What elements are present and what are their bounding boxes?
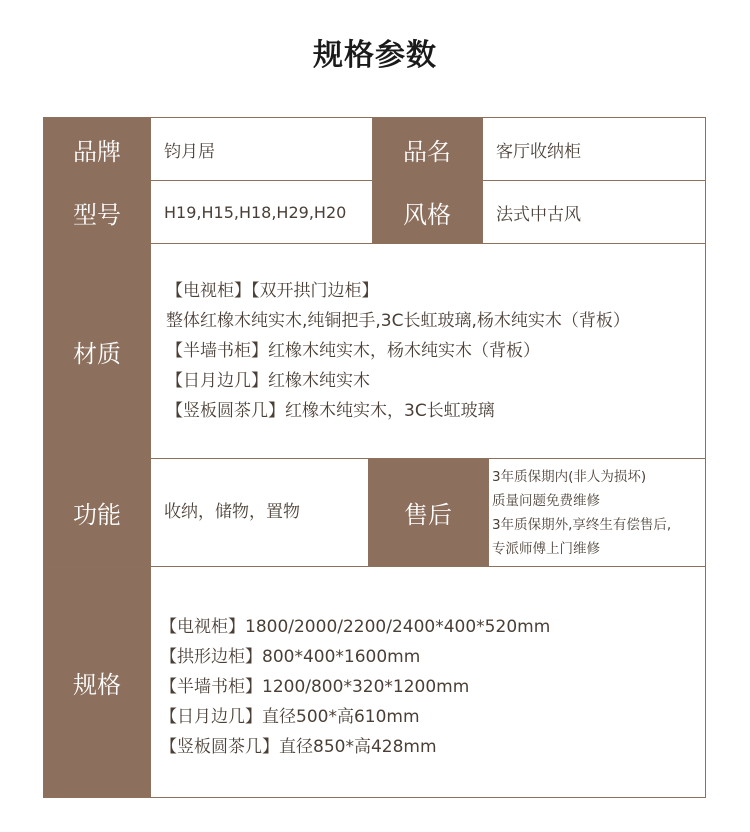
after-sales-label: 售后 — [368, 459, 488, 566]
page-title: 规格参数 — [313, 38, 437, 73]
model-label: 型号 — [44, 181, 150, 243]
style-label: 风格 — [372, 181, 482, 243]
column-divider — [488, 458, 489, 566]
column-divider — [372, 118, 373, 243]
style-value: 法式中古风 — [496, 204, 581, 225]
row-divider — [44, 458, 705, 459]
function-label: 功能 — [44, 459, 150, 566]
product-name-label: 品名 — [372, 118, 482, 180]
spec-line: 【竖板圆茶几】直径850*高428mm — [160, 737, 437, 757]
after-sales-line: 3年质保期内(非人为损坏) — [492, 469, 647, 485]
material-label: 材质 — [44, 244, 150, 458]
row-divider — [44, 180, 705, 181]
model-value: H19,H15,H18,H29,H20 — [164, 202, 347, 222]
material-line: 【电视柜】【双开拱门边柜】 — [166, 281, 379, 301]
row-divider — [44, 243, 705, 244]
material-value — [150, 244, 705, 458]
product-name-value: 客厅收纳柜 — [496, 141, 581, 162]
after-sales-line: 质量问题免费维修 — [492, 493, 600, 509]
column-divider — [150, 118, 151, 797]
column-divider — [482, 118, 483, 243]
after-sales-line: 3年质保期外,享终生有偿售后, — [492, 517, 672, 533]
material-line: 【日月边几】红橡木纯实木 — [166, 371, 370, 391]
spec-line: 【半墙书柜】1200/800*320*1200mm — [160, 677, 470, 697]
after-sales-value — [488, 459, 705, 566]
spec-line: 【拱形边柜】800*400*1600mm — [160, 647, 421, 667]
after-sales-line: 专派师傅上门维修 — [492, 541, 600, 557]
spec-line: 【电视柜】1800/2000/2200/2400*400*520mm — [160, 617, 551, 637]
brand-value: 钧月居 — [164, 141, 215, 162]
material-line: 【半墙书柜】红橡木纯实木，杨木纯实木（背板） — [166, 341, 540, 361]
function-value: 收纳，储物，置物 — [164, 502, 300, 522]
spec-line: 【日月边几】直径500*高610mm — [160, 707, 420, 727]
brand-label: 品牌 — [44, 118, 150, 180]
material-line: 【竖板圆茶几】红橡木纯实木，3C长虹玻璃 — [166, 401, 495, 421]
column-divider — [368, 458, 369, 566]
material-line: 整体红橡木纯实木,纯铜把手,3C长虹玻璃,杨木纯实木（背板） — [166, 311, 630, 331]
spec-value — [150, 567, 705, 797]
spec-label: 规格 — [44, 567, 150, 797]
row-divider — [44, 566, 705, 567]
spec-table — [43, 117, 706, 798]
